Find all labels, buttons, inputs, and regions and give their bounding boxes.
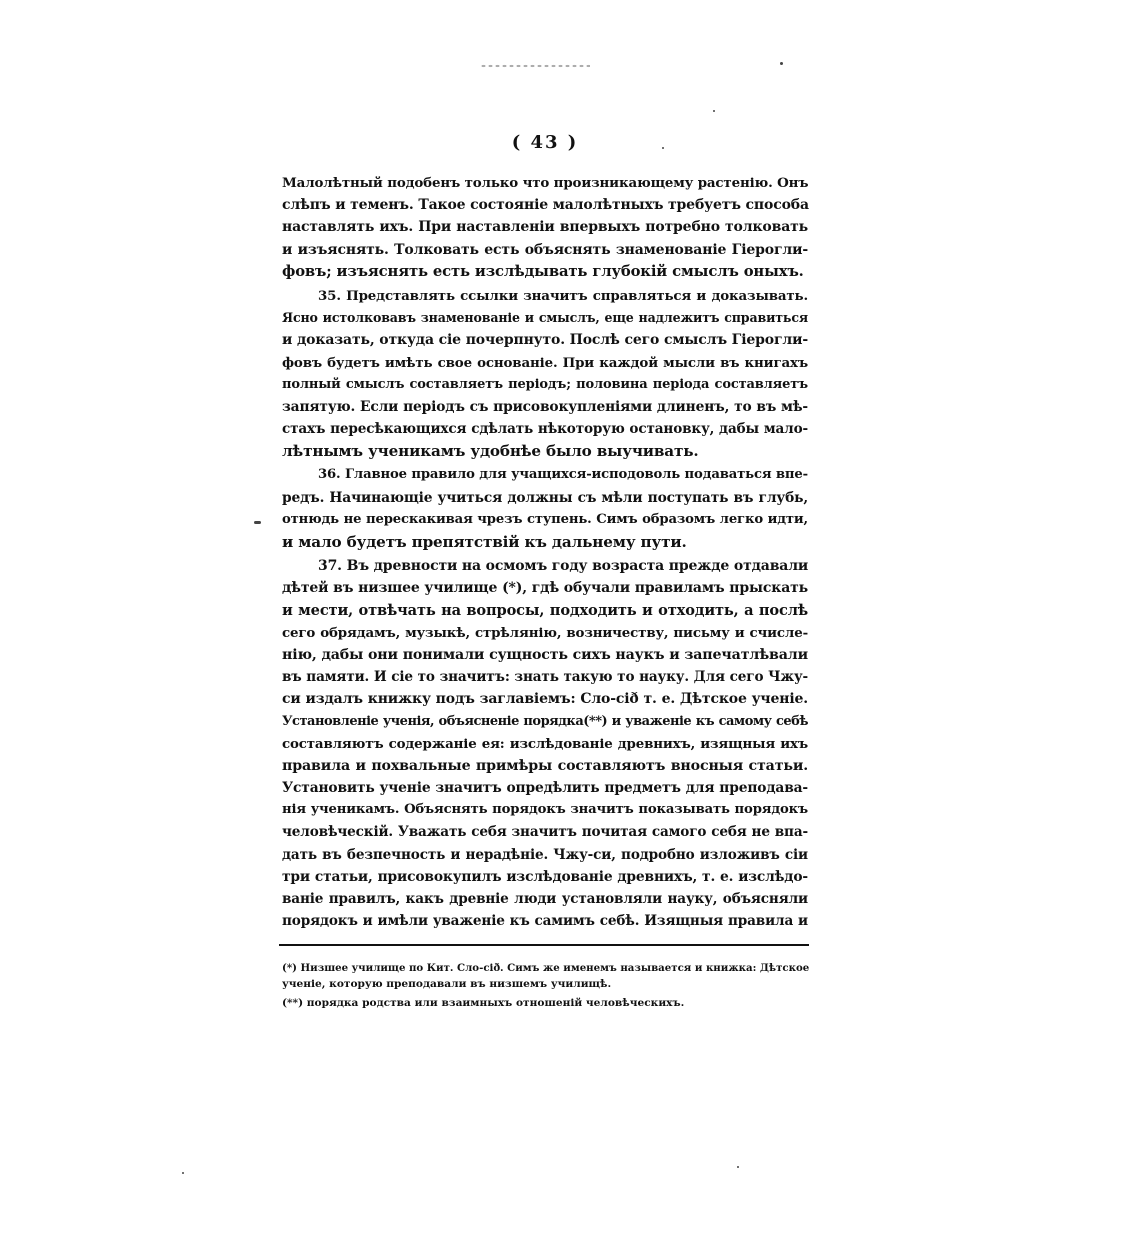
text-line: си издалъ книжку подъ заглавіемъ: Сло-сіð т. е. Дѣтское ученіе. [282,691,808,708]
text-line: Малолѣтный подобенъ только что произникающему растенію. Онъ [282,175,809,191]
scan-speck [182,1172,184,1174]
text-line: нія ученикамъ. Объяснять порядокъ значитъ показывать порядокъ [282,802,808,818]
text-line: дѣтей въ низшее училище (*), гдѣ обучали правиламъ прыскать [282,580,808,597]
paragraph-35-start: 35. Представлять ссылки значитъ справляться и доказывать. [318,287,808,304]
paragraph-36-start: 36. Главное правило для учащихся-исподоволь подаваться впе- [318,467,808,483]
scan-noise [480,64,590,68]
text-line: ваніе правилъ, какъ древніе люди установляли науку, объясняли [282,891,808,907]
text-line: Установить ученіе значитъ опредѣлить предметъ для преподава- [282,780,808,797]
footnote-2: (**) порядка родства или взаимныхъ отношеній человѣческихъ. [282,997,685,1009]
body-text [282,172,808,932]
scan-speck [713,110,715,112]
text-line: редъ. Начинающіе учиться должны съ мѣли поступать въ глубь, [282,489,808,506]
text-line: и доказать, откуда сіе почерпнуто. Послѣ сего смыслъ Гіерогли- [282,332,808,349]
text-line: и мало будетъ препятствій къ дальнему пути. [282,533,687,551]
text-line: лѣтнымъ ученикамъ удобнѣе было выучивать. [282,442,699,461]
text-line: и изъяснять. Толковать есть объяснять знаменованіе Гіерогли- [282,241,808,258]
paragraph-37-start: 37. Въ древности на осмомъ году возраста прежде отдавали [318,558,809,575]
text-line: порядокъ и имѣли уваженіе къ самимъ себѣ. Изящныя правила и [282,913,808,930]
text-line: нію, дабы они понимали сущность сихъ наукъ и запечатлѣвали [282,646,808,663]
text-line: составляютъ содержаніе ея: изслѣдованіе древнихъ, изящныя ихъ [282,735,808,752]
text-line: Ясно истолковавъ знаменованіе и смыслъ, еще надлежитъ справиться [282,310,808,326]
text-line: полный смыслъ составляетъ періодъ; половина періода составляетъ [282,376,808,392]
scan-speck [780,62,783,65]
text-line: отнюдь не перескакивая чрезъ ступень. Симъ образомъ легко идти, [282,511,808,527]
footnote-1: (*) Низшее училище по Кит. Сло-сіð. Симъ же именемъ называется и книжка: Дѣтское [282,962,810,974]
scan-speck [254,521,261,524]
text-line: сего обрядамъ, музыкѣ, стрѣлянію, возничеству, письму и счисле- [282,624,808,641]
footnotes [282,960,808,1011]
text-line: фовъ будетъ имѣть свое основаніе. При каждой мысли въ книгахъ [282,354,808,371]
footnote-divider [279,944,809,946]
text-line: фовъ; изъяснять есть изслѣдывать глубокій смыслъ оныхъ. [282,262,804,280]
page-number: ( 43 ) [511,132,579,153]
text-line: запятую. Если періодъ съ присовокупленіями длиненъ, то въ мѣ- [282,398,808,415]
text-line: стахъ пересѣкающихся сдѣлать нѣкоторую остановку, дабы мало- [282,421,808,438]
text-line: три статьи, присовокупилъ изслѣдованіе древнихъ, т. е. изслѣдо- [282,868,808,885]
footnote-1-cont: ученіе, которую преподавали въ низшемъ училищѣ. [282,978,612,990]
text-line: наставлять ихъ. При наставленіи впервыхъ потребно толковать [282,219,808,236]
text-line: правила и похвальные примѣры составляютъ вносныя статьи. [282,757,808,774]
text-line: дать въ безпечность и нерадѣніе. Чжу-си, подробно изложивъ сіи [282,846,808,863]
text-line: въ памяти. И сіе то значитъ: знать такую то науку. Для сего Чжу- [282,669,808,686]
scan-speck [737,1166,739,1168]
text-line: и мести, отвѣчать на вопросы, подходить и отходить, а послѣ [282,601,808,619]
text-line: слѣпъ и теменъ. Такое состояніе малолѣтныхъ требуетъ способа [282,197,809,214]
text-line: человѣческій. Уважать себя значитъ почитая самого себя не впа- [282,824,808,841]
text-line: Установленіе ученія, объясненіе порядка(**) и уваженіе къ самому себѣ [282,713,808,729]
